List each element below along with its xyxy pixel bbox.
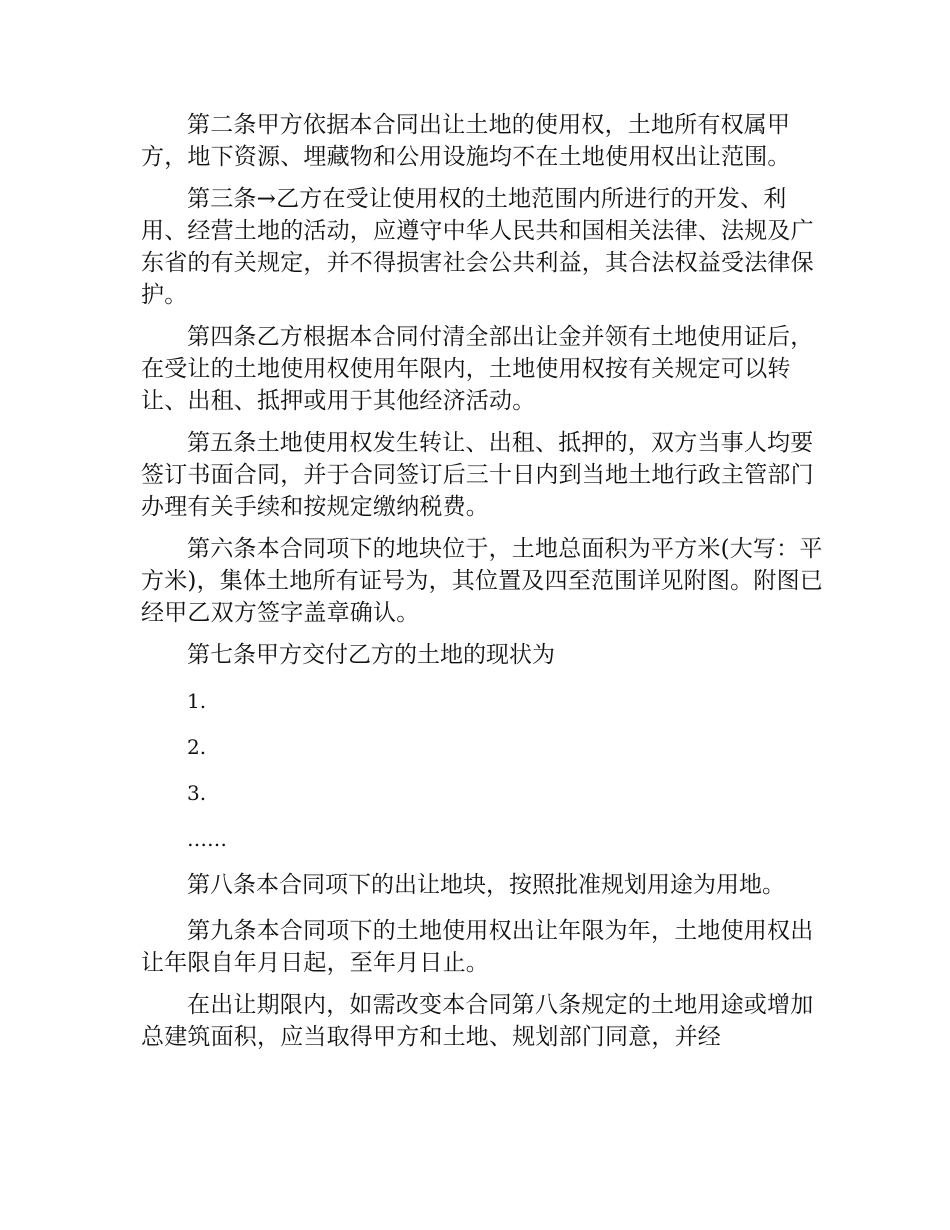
article-2-paragraph: 第二条甲方依据本合同出让土地的使用权，土地所有权属甲方，地下资源、埋藏物和公用设施均不在土地使用权出让范围。 [141, 112, 791, 170]
article-4-paragraph: 第四条乙方根据本合同付清全部出让金并领有土地使用证后，在受让的土地使用权使用年限内，土地使用权按有关规定可以转让、出租、抵押或用于其他经济活动。 [141, 324, 814, 414]
document-body [141, 109, 831, 1063]
article-7-paragraph: 第七条甲方交付乙方的土地的现状为 [187, 642, 555, 668]
list-item-1: 1. [187, 689, 207, 713]
article-8-paragraph: 第八条本合同项下的出让地块，按照批准规划用途为用地。 [187, 872, 785, 898]
list-item-2: 2. [187, 735, 207, 759]
land-use-change-paragraph: 在出让期限内，如需改变本合同第八条规定的土地用途或增加总建筑面积，应当取得甲方和土地、规划部门同意，并经 [141, 992, 814, 1050]
article-3-paragraph: 第三条→乙方在受让使用权的土地范围内所进行的开发、利用、经营土地的活动，应遵守中华人民共和国相关法律、法规及广东省的有关规定，并不得损害社会公共利益，其合法权益受法律保护。 [141, 186, 814, 308]
article-5-paragraph: 第五条土地使用权发生转让、出租、抵押的，双方当事人均要签订书面合同，并于合同签订后三十日内到当地土地行政主管部门办理有关手续和按规定缴纳税费。 [141, 430, 814, 520]
article-6-paragraph: 第六条本合同项下的地块位于，土地总面积为平方米(大写：平方米)，集体土地所有证号为，其位置及四至范围详见附图。附图已经甲乙双方签字盖章确认。 [141, 536, 823, 626]
list-item-3: 3. [187, 781, 207, 805]
article-9-paragraph: 第九条本合同项下的土地使用权出让年限为年，土地使用权出让年限自年月日起，至年月日止。 [141, 918, 814, 976]
list-item-ellipsis: …… [187, 827, 227, 851]
